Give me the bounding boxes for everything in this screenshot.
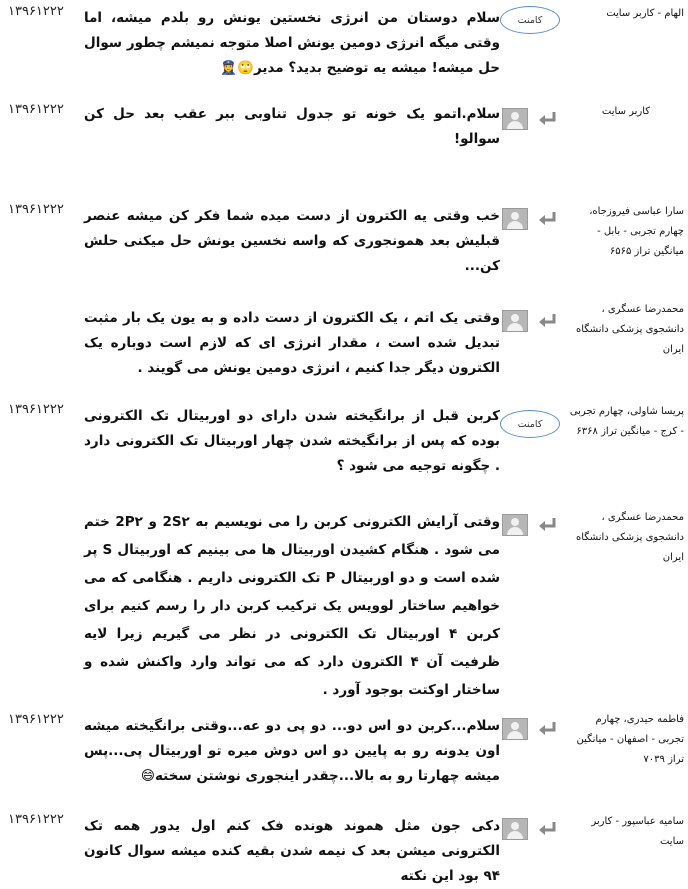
comment-text: سلام دوستان من انرژی نخستین یونش رو بلدم میشه، اما وقتی میگه انرژی دومین یونش اصلا متوجه نمیشم چطور سوال حل میشه! میشه یه توضیح بدید؟ مدیر🙄👮‍♀️ [84, 10, 500, 76]
comment-button-label: کامنت [517, 14, 543, 26]
comment-date: ۱۳۹۶۱۲۲۲ [8, 812, 64, 827]
reply-arrow-icon[interactable] [538, 720, 558, 738]
avatar-icon [502, 108, 528, 130]
comment-text: خب وقتی یه الکترون از دست میده شما فکر کن میشه عنصر قبلیش بعد همونجوری که واسه نخسین یونش حل میکنی حلش کن... [84, 208, 500, 274]
comment-row [0, 808, 688, 888]
comment-row [0, 708, 688, 808]
comment-text: سلام...کربن دو اس دو... دو پی دو عه...وقتی برانگیخته میشه اون یدونه رو به پایین دو اس دوش میره تو اوربیتال پی...پس میشه چهارتا رو به بالا...چقدر اینجوری نوشتن سخته😄 [84, 718, 500, 784]
comment-row [0, 198, 688, 298]
comment-author: محمدرضا عسگری ، دانشجوی پزشکی دانشگاه ایران [575, 512, 684, 563]
reply-arrow-icon[interactable] [538, 820, 558, 838]
comment-row [0, 298, 688, 398]
avatar-icon [502, 310, 528, 332]
reply-arrow-icon[interactable] [538, 110, 558, 128]
comment-text: سلام.اتمو یک خونه تو جدول تناوبی ببر عقب بعد حل کن سوالو! [84, 106, 500, 147]
comment-text: وقتی یک اتم ، یک الکترون از دست داده و به یون یک بار مثبت تبدیل شده است ، مقدار انرژی ای که لازم است دوباره یک الکترون دیگر جدا کنیم ، انرژی دومین یونش می گویند . [84, 310, 500, 376]
comment-text: وقتی آرایش الکترونی کربن را می نویسیم به 2S۲ و 2P۲ ختم می شود . هنگام کشیدن اوربیتال ها می بینیم که اوربیتال S پر شده است و دو اوربیتال P تک الکترونی داریم . هنگامی که می خواهیم ساختار لوویس یک ترکیب کربن دار را رسم کنیم برای کربن ۴ اوربیتال تک الکترونی در نظر می گیریم زیرا لایه ظرفیت آن ۴ الکترون دارد که می تواند وارد واکنش شده و ساختار اوکتت بوجود آورد . [84, 514, 501, 698]
comment-date: ۱۳۹۶۱۲۲۲ [8, 4, 64, 19]
comment-date: ۱۳۹۶۱۲۲۲ [8, 402, 64, 417]
comment-author: پریسا شاولی، چهارم تجربی - کرج - میانگین تراز ۶۳۶۸ [569, 406, 684, 437]
avatar-icon [502, 208, 528, 230]
comment-date: ۱۳۹۶۱۲۲۲ [8, 712, 64, 727]
comment-button[interactable] [500, 410, 560, 438]
comment-row [0, 398, 688, 498]
comment-row [0, 506, 688, 706]
avatar-icon [502, 718, 528, 740]
reply-arrow-icon[interactable] [538, 312, 558, 330]
comment-author: فاطمه حیدری، چهارم تجربی - اصفهان - میانگین تراز ۷۰۳۹ [576, 714, 684, 765]
comment-author: محمدرضا عسگری ، دانشجوی پزشکی دانشگاه ایران [575, 304, 684, 355]
comment-text: کربن قبل از برانگیخته شدن دارای دو اوربیتال تک الکترونی بوده که پس از برانگیخته شدن چهار اوربیتال تک الکترونی دارد . چگونه توجیه می شود ؟ [84, 408, 500, 474]
comment-author: الهام - کاربر سایت [606, 8, 684, 19]
comment-button-label: کامنت [517, 418, 543, 430]
reply-arrow-icon[interactable] [538, 516, 558, 534]
comment-date: ۱۳۹۶۱۲۲۲ [8, 102, 64, 117]
avatar-icon [502, 818, 528, 840]
reply-arrow-icon[interactable] [538, 210, 558, 228]
comment-date: ۱۳۹۶۱۲۲۲ [8, 202, 64, 217]
comment-row [0, 98, 688, 178]
comment-button[interactable] [500, 6, 560, 34]
comment-row [0, 0, 688, 100]
comment-text: دکی جون مثل هموند هونده فک کنم اول یدور همه تک الکترونی میشن بعد ک نیمه شدن بقیه کنده میشه سوال کانون ۹۴ بود این نکته [84, 818, 500, 884]
comment-author: کاربر سایت [601, 106, 651, 117]
avatar-icon [502, 514, 528, 536]
comment-author: سارا عباسی فیروزجاه، چهارم تجربی - بابل - میانگین تراز ۶۵۶۵ [589, 206, 684, 257]
comment-author: سامیه عباسپور - کاربر سایت [591, 816, 684, 847]
